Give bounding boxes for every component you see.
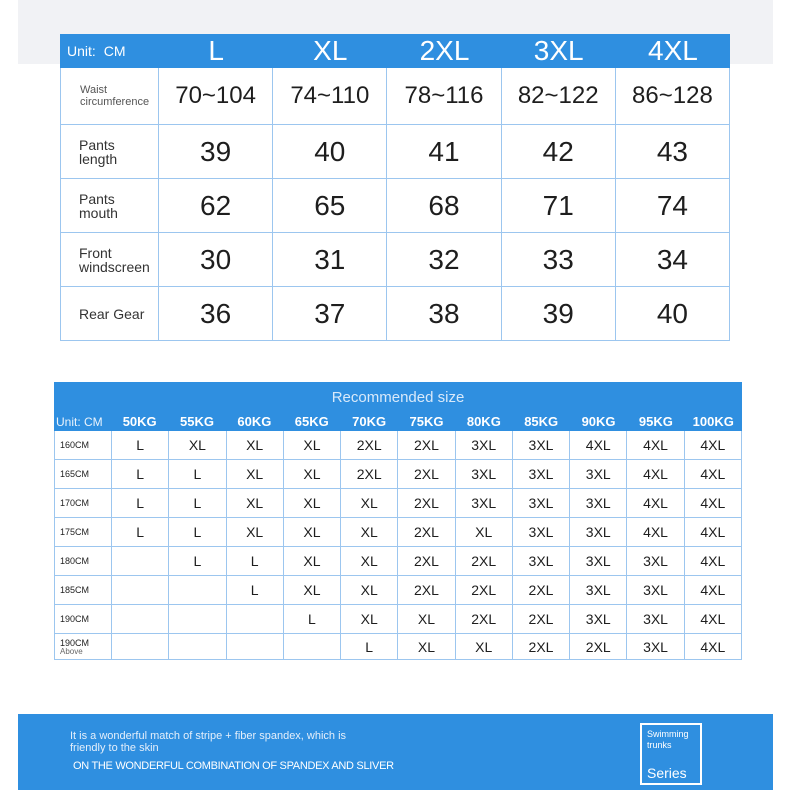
recommended-size-cell: 4XL [626,489,683,517]
recommended-size-cell: 4XL [569,431,626,459]
recommended-size-cell: XL [340,576,397,604]
height-label-cell [54,547,111,575]
recommended-size-cell: L [340,634,397,659]
height-label: 165CM [60,469,90,479]
size-value-cell: 40 [616,287,730,340]
recommended-size-cell: 2XL [455,605,512,633]
size-header-xl: XL [313,35,348,66]
unit-value: CM [103,43,126,59]
size-header-3xl: 3XL [533,35,584,66]
recommended-size-cell [283,634,340,659]
recommended-size-cell: 4XL [684,605,742,633]
recommended-row [54,547,742,576]
recommended-size-cell: L [168,460,225,488]
recommended-size-cell: 2XL [397,460,454,488]
recommended-size-cell: 3XL [626,605,683,633]
recommended-size-cell: 2XL [397,576,454,604]
weight-header: 90KG [581,414,616,429]
recommended-size-cell [226,634,283,659]
recommended-size-cell: 3XL [569,460,626,488]
size-value-cell: 39 [159,125,273,178]
recommended-size-cell: XL [397,605,454,633]
recommended-size-cell: L [111,518,168,546]
height-label: 185CM [60,585,90,595]
recommended-size-cell: L [168,547,225,575]
size-row-label [60,179,159,232]
footer-description: It is a wonderful match of stripe + fiber spandex, which is friendly to the skin [70,730,347,754]
weight-header: 95KG [638,414,673,429]
size-value-cell: 74 [616,179,730,232]
recommended-size-cell: 4XL [626,431,683,459]
recommended-size-cell: 2XL [455,547,512,575]
recommended-size-cell: 3XL [569,576,626,604]
weight-header: 50KG [122,414,157,429]
size-row-label [60,125,159,178]
size-row [60,233,730,287]
size-value-cell: 68 [387,179,501,232]
recommended-row [54,518,742,547]
size-row [60,125,730,179]
recommended-size-cell: L [226,576,283,604]
recommended-size-cell: 4XL [684,576,742,604]
recommended-row [54,460,742,489]
height-label-cell [54,489,111,517]
recommended-size-cell: L [283,605,340,633]
recommended-size-cell: XL [455,634,512,659]
recommended-size-table [54,382,742,660]
recommended-size-cell: 3XL [626,547,683,575]
weight-header: 65KG [294,414,329,429]
recommended-size-cell: 3XL [512,431,569,459]
recommended-size-cell: L [168,518,225,546]
size-chart-body [60,68,730,341]
size-value-cell: 70~104 [159,68,273,124]
size-row [60,287,730,341]
recommended-size-cell: 4XL [684,460,742,488]
weight-header: 80KG [466,414,501,429]
size-row-label [60,233,159,286]
size-value-cell: 33 [502,233,616,286]
recommended-size-cell: L [111,489,168,517]
recommended-size-cell: XL [283,547,340,575]
recommended-size-cell: XL [226,518,283,546]
weight-header-row [54,412,742,431]
size-value-cell: 42 [502,125,616,178]
size-row-label-text: Pants length [79,136,118,167]
size-value-cell: 38 [387,287,501,340]
height-label: 180CM [60,556,90,566]
weight-header: 85KG [524,414,559,429]
weight-header: 75KG [409,414,444,429]
recommended-size-cell: 2XL [569,634,626,659]
height-sublabel: Above [60,646,83,656]
height-label-cell [54,576,111,604]
recommended-size-cell: XL [283,489,340,517]
height-label: 190CM [60,614,90,624]
recommended-size-cell: L [226,547,283,575]
recommended-size-cell: 2XL [397,431,454,459]
size-row-label-text: Pants mouth [79,190,118,221]
size-value-cell: 34 [616,233,730,286]
size-value-cell: 43 [616,125,730,178]
recommended-title: Recommended size [54,382,742,412]
recommended-size-cell: 3XL [569,489,626,517]
recommended-size-cell: XL [340,489,397,517]
size-value-cell: 82~122 [502,68,616,124]
height-label: 170CM [60,498,90,508]
size-row-label-text: Rear Gear [79,305,145,322]
size-value-cell: 65 [273,179,387,232]
size-row [60,179,730,233]
size-header-2xl: 2XL [419,35,470,66]
height-label-cell [54,518,111,546]
size-value-cell: 30 [159,233,273,286]
recommended-size-cell [168,576,225,604]
recommended-row [54,576,742,605]
recommended-size-cell: 3XL [569,605,626,633]
recommended-size-cell: 4XL [684,518,742,546]
recommended-size-cell: 3XL [455,431,512,459]
recommended-size-cell: XL [226,460,283,488]
recommended-size-cell: L [111,460,168,488]
size-row-label [60,68,159,124]
height-label: 190CM [60,637,90,648]
size-value-cell: 41 [387,125,501,178]
recommended-size-cell: 3XL [626,576,683,604]
recommended-size-cell: 3XL [569,518,626,546]
recommended-size-cell: 4XL [684,431,742,459]
recommended-size-cell: 2XL [397,547,454,575]
size-row [60,68,730,125]
footer-tagline: ON THE WONDERFUL COMBINATION OF SPANDEX AND SLIVER [73,760,394,772]
recommended-size-cell: 4XL [684,634,742,659]
size-header-4xl: 4XL [648,35,698,66]
recommended-size-cell: 3XL [512,518,569,546]
recommended-size-cell: XL [226,431,283,459]
weight-header: 100KG [692,414,734,429]
unit-label: Unit: [67,43,96,59]
recommended-size-cell: XL [168,431,225,459]
badge-product-label: Swimming trunks [647,729,689,750]
recommended-size-cell: 2XL [455,576,512,604]
recommended-size-cell [226,605,283,633]
recommended-size-cell [168,605,225,633]
height-label-cell [54,460,111,488]
recommended-size-cell: 3XL [512,460,569,488]
size-chart-header [60,34,730,68]
height-label-cell [54,634,111,659]
weight-header: 70KG [352,414,387,429]
size-header-l: L [208,35,224,66]
height-label: 160CM [60,440,90,450]
size-row-label-text: Front windscreen [79,244,150,275]
badge-series-label: Series [647,765,687,781]
recommended-size-cell: 3XL [455,460,512,488]
recommended-size-cell: XL [283,431,340,459]
recommended-size-cell: XL [340,518,397,546]
size-value-cell: 71 [502,179,616,232]
recommended-size-cell: 2XL [340,431,397,459]
recommended-size-cell: L [111,431,168,459]
weight-header: 55KG [180,414,215,429]
size-value-cell: 32 [387,233,501,286]
footer-banner [18,714,773,790]
recommended-size-cell: 4XL [626,460,683,488]
recommended-size-cell: XL [283,460,340,488]
recommended-size-cell: 3XL [512,547,569,575]
size-value-cell: 78~116 [387,68,501,124]
recommended-row [54,489,742,518]
height-label-cell [54,605,111,633]
recommended-size-cell: 3XL [455,489,512,517]
recommended-body [54,431,742,660]
series-badge [640,723,702,785]
recommended-size-cell: 4XL [626,518,683,546]
recommended-size-cell [111,605,168,633]
recommended-size-cell: XL [283,576,340,604]
size-value-cell: 86~128 [616,68,730,124]
size-value-cell: 31 [273,233,387,286]
recommended-size-cell: 2XL [397,518,454,546]
recommended-size-cell: XL [340,547,397,575]
recommended-size-cell [111,634,168,659]
size-value-cell: 39 [502,287,616,340]
recommended-unit-label: Unit: CM [56,414,103,429]
height-label: 175CM [60,527,90,537]
recommended-size-cell: 4XL [684,489,742,517]
recommended-size-cell: XL [226,489,283,517]
size-row-label-text: Waist circumference [80,84,150,108]
recommended-size-cell: 2XL [512,576,569,604]
recommended-size-cell: XL [283,518,340,546]
recommended-size-cell: 2XL [397,489,454,517]
recommended-row [54,431,742,460]
unit-cell [60,34,159,68]
recommended-row [54,634,742,660]
size-value-cell: 74~110 [273,68,387,124]
recommended-size-cell: XL [455,518,512,546]
recommended-size-cell [111,547,168,575]
recommended-size-cell: XL [397,634,454,659]
recommended-size-cell: 3XL [569,547,626,575]
recommended-size-cell: XL [340,605,397,633]
weight-header: 60KG [237,414,272,429]
size-chart-table [60,34,730,341]
size-value-cell: 37 [273,287,387,340]
size-value-cell: 40 [273,125,387,178]
size-value-cell: 62 [159,179,273,232]
recommended-row [54,605,742,634]
height-label-cell [54,431,111,459]
recommended-size-cell: 2XL [512,634,569,659]
recommended-size-cell: 4XL [684,547,742,575]
recommended-size-cell: L [168,489,225,517]
recommended-size-cell: 3XL [626,634,683,659]
recommended-size-cell [111,576,168,604]
recommended-size-cell: 2XL [340,460,397,488]
recommended-size-cell [168,634,225,659]
recommended-size-cell: 2XL [512,605,569,633]
size-row-label [60,287,159,340]
size-value-cell: 36 [159,287,273,340]
recommended-size-cell: 3XL [512,489,569,517]
